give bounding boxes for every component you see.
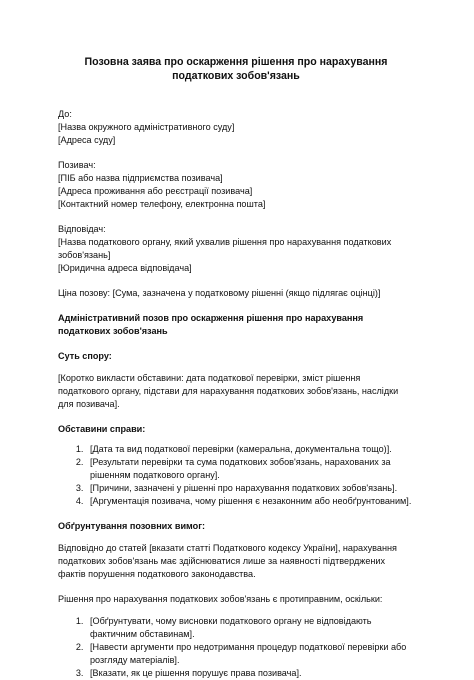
plaintiff-address: [Адреса проживання або реєстрації позивача] xyxy=(58,186,253,196)
plaintiff-block xyxy=(58,159,414,211)
defendant-block xyxy=(58,223,414,275)
list-item: 2. [Навести аргументи про недотримання процедур податкової перевірки або розгляду матеріалів]. xyxy=(86,641,414,667)
list-item: 2. [Результати перевірки та сума податкових зобов'язань, нарахованих за рішенням податкового органу]. xyxy=(86,456,414,482)
addressee-block xyxy=(58,108,414,147)
circumstances-list xyxy=(58,443,414,508)
list-item: 4. [Аргументація позивача, чому рішення є незаконним або необґрунтованим]. xyxy=(86,495,414,508)
justification-heading: Обґрунтування позовних вимог: xyxy=(58,521,206,532)
claim-heading: Адміністративний позов про оскарження рішення про нарахування податкових зобов'язань xyxy=(58,313,364,336)
defendant-label: Відповідач: xyxy=(58,224,106,234)
plaintiff-contacts: [Контактний номер телефону, електронна пошта] xyxy=(58,199,266,209)
defendant-address: [Юридична адреса відповідача] xyxy=(58,263,192,273)
illegality-intro: Рішення про нарахування податкових зобов'язань є протиправним, оскільки: xyxy=(58,594,383,605)
essence-section xyxy=(58,350,414,411)
claim-price-text: Ціна позову: [Сума, зазначена у податковому рішенні (якщо підлягає оцінці)] xyxy=(58,288,381,298)
list-item: 3. [Вказати, як це рішення порушує права позивача]. xyxy=(86,667,414,680)
essence-heading: Суть спору: xyxy=(58,351,112,361)
defendant-name: [Назва податкового органу, який ухвалив рішення про нарахування податкових зобов'язань] xyxy=(58,237,392,260)
court-name: [Назва окружного адміністративного суду] xyxy=(58,122,235,132)
essence-text: [Коротко викласти обставини: дата податкової перевірки, зміст рішення податкового органу, підстави для нарахування податкових зобов'язань, наслідки для позивача]. xyxy=(58,373,399,410)
illegality-list xyxy=(58,615,414,680)
plaintiff-name: [ПІБ або назва підприємства позивача] xyxy=(58,173,223,183)
circumstances-section xyxy=(58,423,414,508)
claim-heading-section xyxy=(58,312,414,338)
document-title: Позовна заява про оскарження рішення про нарахування податкових зобов'язань xyxy=(84,56,388,82)
list-item: 3. [Причини, зазначені у рішенні про нарахування податкових зобов'язань]. xyxy=(86,482,414,495)
list-item: 1. [Дата та вид податкової перевірки (камеральна, документальна тощо)]. xyxy=(86,443,414,456)
plaintiff-label: Позивач: xyxy=(58,160,96,170)
list-item: 1. [Обґрунтувати, чому висновки податкового органу не відповідають фактичним обставинам]. xyxy=(86,615,414,641)
claim-price xyxy=(58,287,414,300)
circumstances-heading: Обставини справи: xyxy=(58,424,146,435)
court-address: [Адреса суду] xyxy=(58,135,116,145)
justification-section xyxy=(58,520,414,581)
addressee-label: До: xyxy=(58,109,72,119)
illegality-section xyxy=(58,593,414,680)
justification-text: Відповідно до статей [вказати статті Податкового кодексу України], нарахування податкових зобов'язань має здійснюватися лише за наявності підтверджених фактів порушення податкового законодавства. xyxy=(58,543,397,580)
